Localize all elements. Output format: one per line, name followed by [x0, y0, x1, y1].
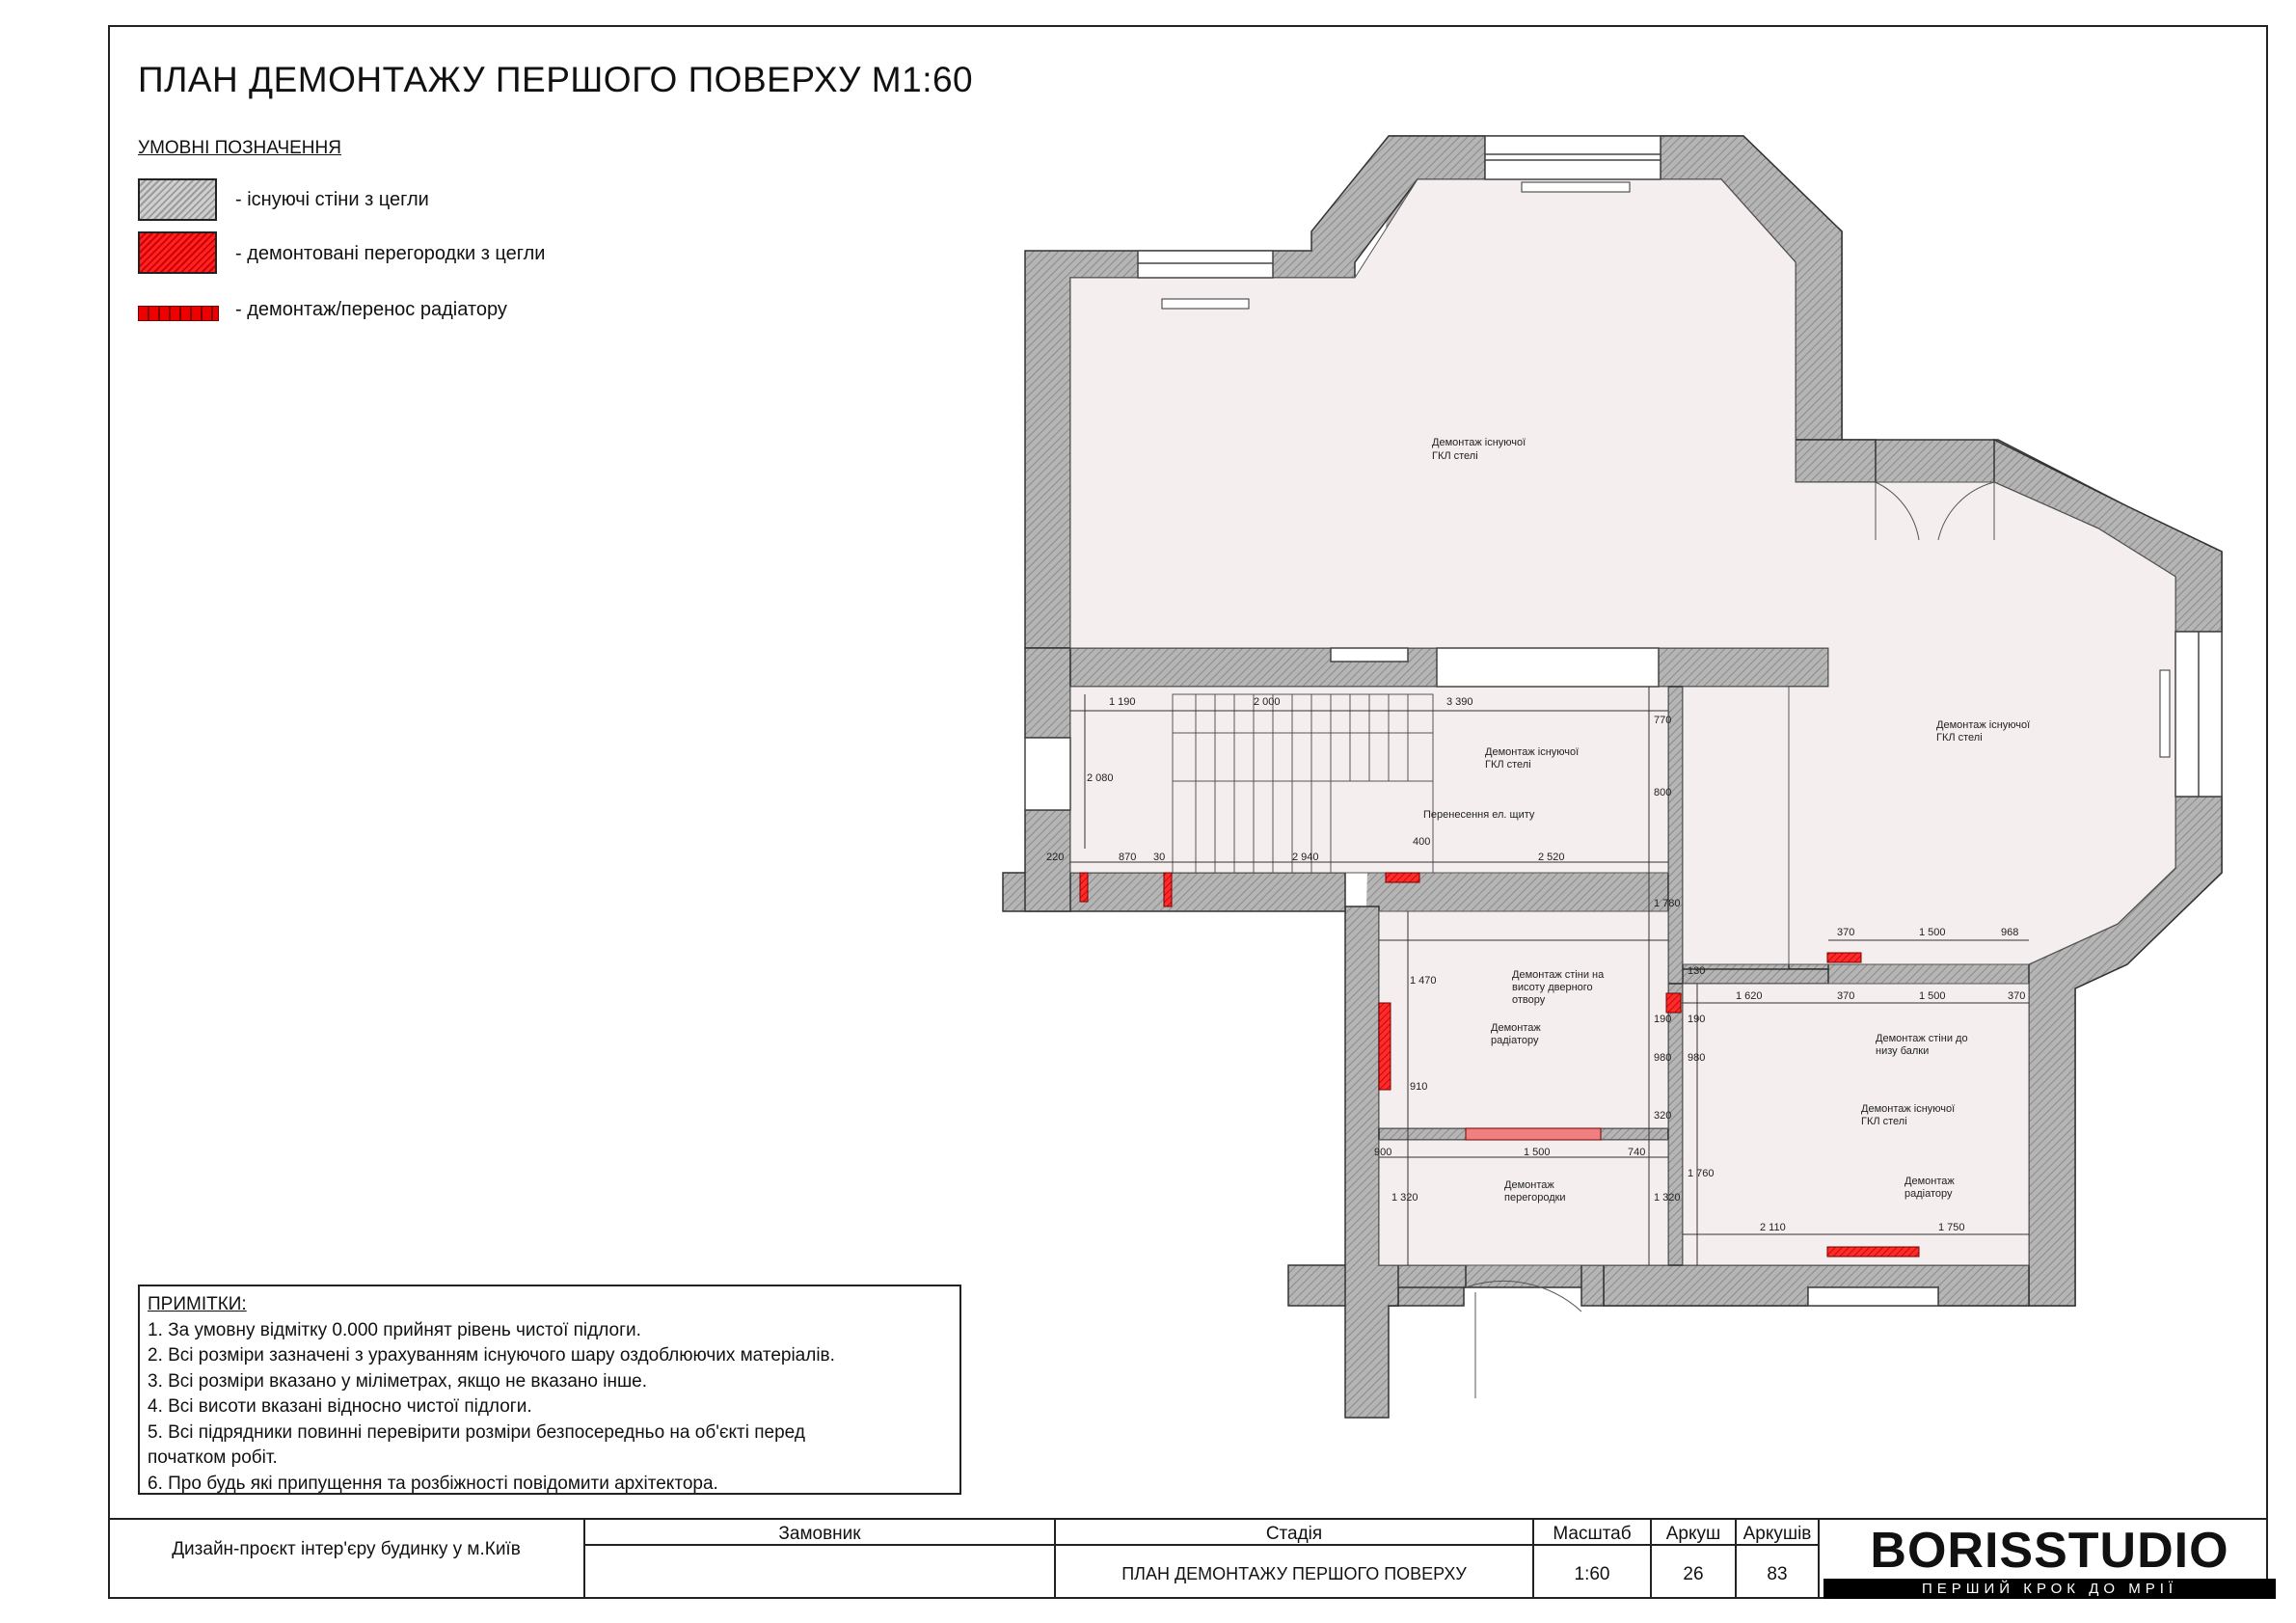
dim-label: 740	[1628, 1147, 1646, 1158]
page-title: ПЛАН ДЕМОНТАЖУ ПЕРШОГО ПОВЕРХУ М1:60	[138, 60, 974, 99]
note-ceiling-low-1: Демонтаж існуючої	[1861, 1103, 1956, 1115]
notes-box	[138, 1285, 961, 1495]
logo-slogan: ПЕРШИЙ КРОК ДО МРІЇ	[1823, 1579, 2276, 1599]
dim-label: 30	[1153, 852, 1166, 863]
note-line: 2. Всі розміри зазначені з урахуванням існуючого шару оздоблюючих матеріалів.	[148, 1345, 835, 1366]
dim-label: 130	[1688, 965, 1706, 977]
dim-label: 968	[2001, 927, 2019, 938]
dim-label: 800	[1654, 787, 1672, 798]
note-wall-door-3: отвору	[1512, 994, 1546, 1006]
dim-label: 190	[1654, 1014, 1672, 1025]
dim-label: 370	[1837, 927, 1855, 938]
dim-label: 900	[1374, 1147, 1392, 1158]
note-partition-2: перегородки	[1504, 1192, 1566, 1204]
note-ceiling-center-2: ГКЛ стелі	[1485, 759, 1531, 771]
note-line: 6. Про будь які припущення та розбіжності повідомити архітектора.	[148, 1473, 718, 1494]
note-radiator-left-1: Демонтаж	[1491, 1022, 1541, 1034]
dim-label: 1 320	[1654, 1192, 1681, 1204]
dim-label: 220	[1046, 852, 1065, 863]
note-line: 1. За умовну відмітку 0.000 прийнят рівень чистої підлоги.	[148, 1319, 641, 1340]
sheets-label: Аркушів	[1742, 1524, 1812, 1544]
dim-label: 1 620	[1736, 990, 1763, 1002]
dim-label: 2 080	[1087, 772, 1114, 784]
dim-label: 370	[2008, 990, 2026, 1002]
stamp-divider	[1818, 1520, 1820, 1599]
note-ceiling-top-2: ГКЛ стелі	[1432, 450, 1478, 462]
note-ceiling-right-2: ГКЛ стелі	[1936, 732, 1983, 744]
note-partition-1: Демонтаж	[1504, 1179, 1554, 1191]
dim-label: 980	[1688, 1052, 1706, 1064]
note-ceiling-right-1: Демонтаж існуючої	[1936, 719, 2031, 731]
dim-label: 190	[1688, 1014, 1706, 1025]
logo-name: BORISSTUDIO	[1870, 1523, 2229, 1579]
stage-value: ПЛАН ДЕМОНТАЖУ ПЕРШОГО ПОВЕРХУ	[1121, 1564, 1467, 1583]
sheets-value: 83	[1767, 1564, 1788, 1584]
note-radiator-bottom-1: Демонтаж	[1904, 1176, 1955, 1187]
note-wall-beam-2: низу балки	[1876, 1045, 1930, 1057]
note-wall-door-2: висоту дверного	[1512, 982, 1593, 993]
note-ceiling-top-1: Демонтаж існуючої	[1432, 437, 1526, 448]
dim-label: 1 500	[1919, 990, 1946, 1002]
legend-label-radiator: - демонтаж/перенос радіатору	[235, 299, 507, 320]
dim-label: 1 320	[1391, 1192, 1418, 1204]
note-ceiling-center-1: Демонтаж існуючої	[1485, 746, 1580, 758]
sheet-value: 26	[1683, 1564, 1704, 1584]
scale-label: Масштаб	[1553, 1524, 1632, 1544]
dim-label: 910	[1410, 1081, 1428, 1093]
dim-label: 1 780	[1654, 898, 1681, 909]
dim-label: 320	[1654, 1110, 1672, 1122]
dim-label: 1 750	[1938, 1222, 1965, 1233]
note-line: 5. Всі підрядники повинні перевірити розміри безпосередньо на об'єкті перед	[148, 1421, 805, 1443]
note-line: 4. Всі висоти вказані відносно чистої підлоги.	[148, 1396, 532, 1417]
dim-label: 400	[1413, 836, 1431, 848]
note-wall-beam-1: Демонтаж стіни до	[1876, 1033, 1968, 1044]
dim-label: 770	[1654, 715, 1672, 726]
sheet-label: Аркуш	[1665, 1524, 1721, 1544]
note-line: початком робіт.	[148, 1447, 278, 1468]
dim-label: 3 390	[1446, 696, 1473, 708]
legend-heading: УМОВНІ ПОЗНАЧЕННЯ	[138, 138, 341, 158]
dim-label: 1 190	[1109, 696, 1136, 708]
dim-label: 980	[1654, 1052, 1672, 1064]
notes-heading: ПРИМІТКИ:	[148, 1294, 247, 1314]
note-line: 3. Всі розміри вказано у міліметрах, якщо не вказано інше.	[148, 1370, 648, 1392]
legend-label-existing-walls: - існуючі стіни з цегли	[235, 189, 429, 210]
dim-label: 1 470	[1410, 975, 1437, 987]
dim-label: 1 500	[1919, 927, 1946, 938]
dim-label: 370	[1837, 990, 1855, 1002]
note-ceiling-low-2: ГКЛ стелі	[1861, 1116, 1907, 1127]
dim-label: 2 110	[1760, 1222, 1786, 1233]
dim-label: 2 000	[1254, 696, 1281, 708]
studio-logo	[1823, 1524, 2276, 1599]
dim-label: 870	[1119, 852, 1137, 863]
stage-label: Стадія	[1265, 1524, 1323, 1544]
scale-value: 1:60	[1574, 1564, 1610, 1584]
dim-label: 2 940	[1292, 852, 1319, 863]
legend-label-demolished-partitions: - демонтовані перегородки з цегли	[235, 243, 546, 264]
dim-label: 2 520	[1538, 852, 1565, 863]
note-radiator-bottom-2: радіатору	[1904, 1188, 1953, 1200]
note-panel: Перенесення ел. щиту	[1423, 809, 1535, 821]
dim-label: 1 500	[1524, 1147, 1551, 1158]
project-name: Дизайн-проєкт інтер'єру будинку у м.Київ	[172, 1539, 521, 1559]
note-wall-door-1: Демонтаж стіни на	[1512, 969, 1605, 981]
dim-label: 1 760	[1688, 1168, 1715, 1179]
customer-label: Замовник	[778, 1524, 861, 1544]
note-radiator-left-2: радіатору	[1491, 1035, 1539, 1046]
